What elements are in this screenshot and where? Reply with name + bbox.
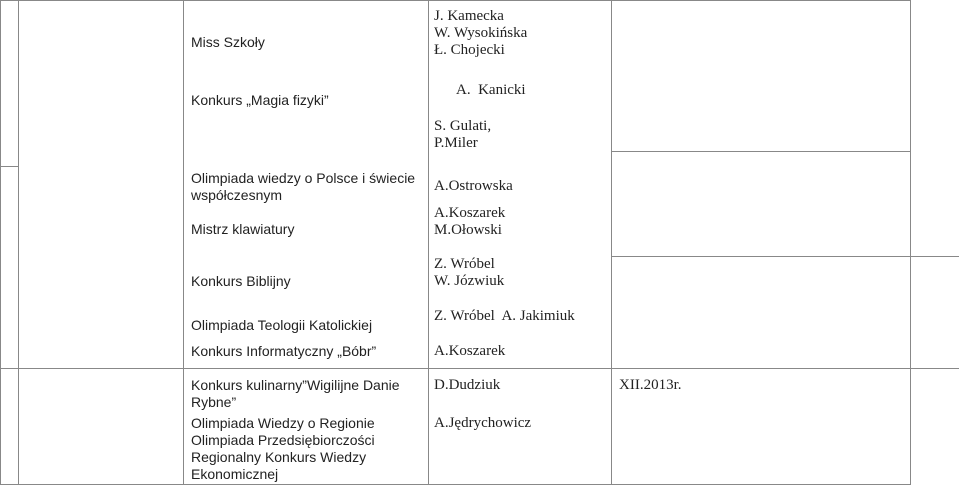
teachers-miss-szkoly	[434, 8, 527, 59]
teachers-olimpiada-wiedzy: A.Ostrowska	[434, 178, 513, 194]
teacher-name: P.Miler	[434, 135, 478, 151]
competition-konkurs-kulinarny	[191, 377, 400, 411]
competition-olimpiada-wiedzy-o-polsce	[191, 170, 415, 204]
teacher-name: S. Gulati,	[434, 118, 492, 134]
competition-line: Olimpiada wiedzy o Polsce i świecie	[191, 170, 416, 186]
competition-line: Olimpiada Wiedzy o Regionie	[191, 415, 375, 431]
competition-line: Ekonomicznej	[191, 466, 279, 482]
competition-miss-szkoly: Miss Szkoły	[191, 34, 265, 50]
competition-olimpiada-teologii: Olimpiada Teologii Katolickiej	[191, 317, 373, 333]
teacher-name: M.Ołowski	[434, 222, 502, 238]
competition-line: Rybne”	[191, 394, 237, 410]
teacher-name: W. Józwiuk	[434, 273, 505, 289]
teacher-name: J. Kamecka	[434, 8, 504, 24]
competition-olimpiady-regionalne	[191, 415, 375, 483]
teacher-name: W. Wysokińska	[434, 25, 528, 41]
teacher-name: Z. Wróbel	[434, 256, 495, 272]
competition-line: Regionalny Konkurs Wiedzy	[191, 449, 367, 465]
teachers-konkurs-kulinarny: D.Dudziuk	[434, 377, 501, 393]
teachers-konkurs-biblijny	[434, 256, 504, 290]
competition-konkurs-biblijny: Konkurs Biblijny	[191, 273, 291, 289]
teachers-gulati-miler	[434, 118, 491, 152]
competition-magia-fizyki: Konkurs „Magia fizyki”	[191, 92, 329, 108]
competition-line: Olimpiada Przedsiębiorczości	[191, 432, 375, 448]
teachers-magia-fizyki: A. Kanicki	[456, 82, 526, 98]
competition-line: Konkurs kulinarny”Wigilijne Danie	[191, 377, 400, 393]
teachers-konkurs-informatyczny: A.Koszarek	[434, 343, 506, 359]
competition-mistrz-klawiatury: Mistrz klawiatury	[191, 221, 295, 237]
competition-line: współczesnym	[191, 187, 283, 203]
teacher-name: Ł. Chojecki	[434, 42, 505, 58]
teachers-mistrz-klawiatury	[434, 205, 505, 239]
teacher-name: A.Koszarek	[434, 205, 506, 221]
teachers-olimpiady-regionalne: A.Jędrychowicz	[434, 415, 532, 431]
competition-konkurs-informatyczny: Konkurs Informatyczny „Bóbr”	[191, 343, 377, 359]
date-konkurs-kulinarny: XII.2013r.	[619, 377, 682, 393]
teachers-olimpiada-teologii: Z. Wróbel A. Jakimiuk	[434, 308, 575, 324]
